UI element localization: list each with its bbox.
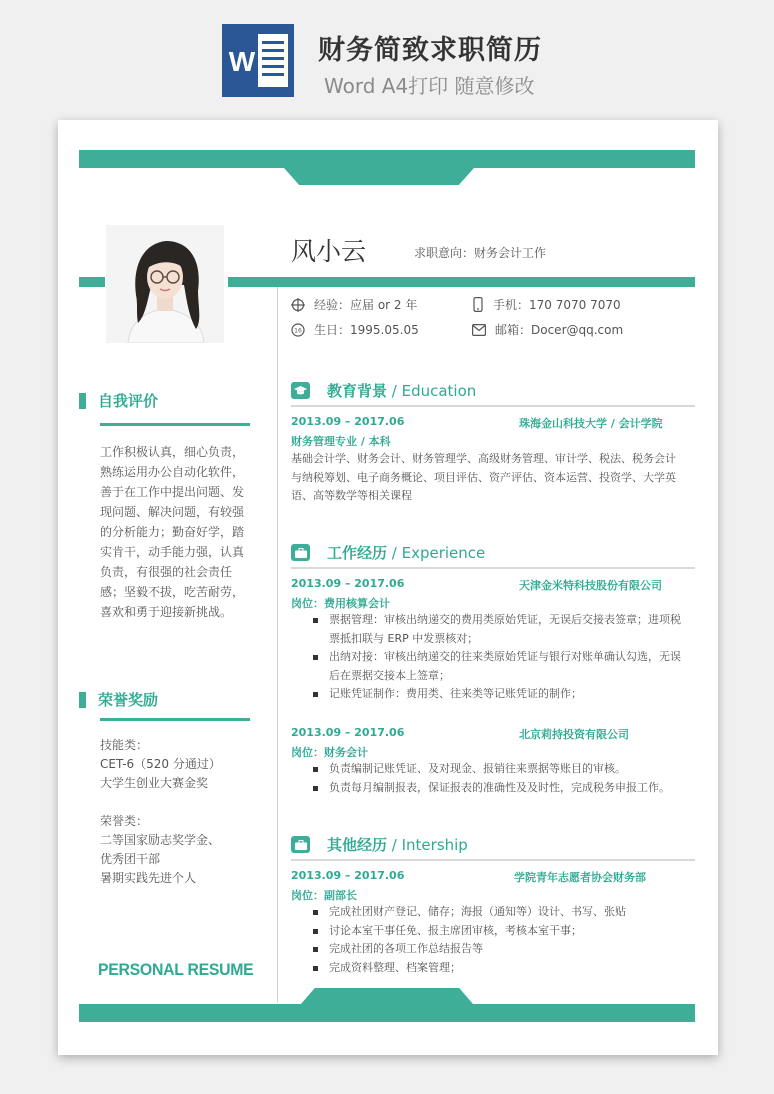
self-eval-line: 感；坚毅不拔，吃苦耐劳， (100, 585, 245, 599)
skills-label: 技能类： (100, 738, 149, 752)
graduation-cap-icon (291, 382, 310, 399)
job-date: 2013.09 – 2017.06 (291, 577, 405, 590)
honors-title: 荣誉奖励 (98, 691, 159, 709)
duty-item: 负责编制记账凭证、及对现金、报销往来票据等账目的审核。 (313, 760, 683, 779)
banner-title: 财务简致求职简历 (318, 35, 542, 66)
course-line: 与纳税筹划、电子商务概论、项目评估、资产评估、资本运营、投资学、大学英 (291, 470, 676, 484)
skill-item: 大学生创业大赛金奖 (100, 776, 209, 790)
duty-item: 完成社团财产登记、储存；海报（通知等）设计、书写、张贴 (313, 903, 683, 922)
job-duties (313, 760, 683, 797)
work-title: 工作经历 (327, 544, 388, 562)
self-eval-line: 熟练运用办公自动化软件， (100, 465, 245, 479)
self-eval-line: 工作积极认真，细心负责， (100, 445, 245, 459)
honor-item: 二等国家励志奖学金、 (100, 833, 221, 847)
other-date: 2013.09 – 2017.06 (291, 869, 405, 882)
info-experience (291, 296, 417, 313)
candidate-name: 风小云 (291, 237, 367, 266)
course-line: 语、高等数学等相关课程 (291, 489, 412, 502)
birthday-icon (291, 323, 305, 337)
duty-item: 记账凭证制作：费用类、往来类等记账凭证的制作； (313, 685, 683, 704)
name-bar-left (79, 277, 105, 287)
course-line: 基础会计学、财务会计、财务管理学、高级财务管理、审计学、税法、税务会计 (291, 452, 676, 465)
banner (0, 0, 774, 118)
education-title: 教育背景 (327, 382, 388, 400)
top-band-tab (284, 168, 474, 185)
top-band (79, 150, 695, 168)
other-duties (313, 903, 683, 977)
self-eval-line: 实肯干，动手能力强，认真 (100, 545, 245, 559)
word-logo-letter: W (228, 46, 256, 77)
experience-text: 经验：应届 or 2 年 (314, 298, 418, 312)
self-eval-line: 的分析能力；勤奋好学，踏 (100, 525, 245, 539)
other-position: 岗位：副部长 (291, 889, 357, 902)
self-eval-heading (79, 390, 158, 411)
job-date: 2013.09 – 2017.06 (291, 726, 405, 739)
job-company: 天津金米特科技股份有限公司 (519, 579, 662, 592)
heading-marker (79, 393, 86, 409)
other-rule (291, 859, 695, 861)
other-heading (291, 834, 468, 855)
bottom-band (79, 1004, 695, 1022)
phone-icon (472, 297, 484, 312)
email-text: 邮箱：Docer@qq.com (495, 323, 624, 337)
honors-label: 荣誉类： (100, 814, 149, 828)
other-title: 其他经历 (327, 836, 388, 854)
self-eval-line: 善于在工作中提出问题、发 (100, 485, 245, 499)
education-school: 珠海金山科技大学 / 会计学院 (519, 417, 663, 430)
self-eval-text (100, 442, 260, 622)
education-date: 2013.09 – 2017.06 (291, 415, 405, 428)
mail-icon (472, 324, 486, 336)
svg-text:16: 16 (294, 327, 302, 334)
phone-text: 手机：170 7070 7070 (493, 298, 621, 312)
job-objective: 求职意向：财务会计工作 (414, 246, 547, 260)
briefcase-icon (291, 544, 310, 561)
education-title-en: / Education (387, 382, 477, 400)
portrait-image (106, 225, 224, 343)
resume-page (58, 120, 718, 1055)
briefcase-icon (291, 836, 310, 853)
crosshair-icon (291, 298, 305, 312)
info-birthday (291, 321, 419, 338)
heading-marker (79, 692, 86, 708)
duty-item: 讨论本室干事任免、报主席团审核，考核本室干事； (313, 922, 683, 941)
profile-photo (106, 225, 224, 343)
work-title-en: / Experience (387, 544, 486, 562)
job-position: 岗位：财务会计 (291, 746, 368, 759)
birthday-text: 生日：1995.05.05 (314, 323, 419, 337)
skill-item: CET-6（520 分通过） (100, 757, 221, 771)
column-divider (277, 287, 278, 1002)
duty-item: 完成资料整理、档案管理； (313, 959, 683, 978)
word-logo-icon (222, 24, 294, 97)
job-position: 岗位：费用核算会计 (291, 597, 390, 610)
education-courses (291, 450, 681, 506)
honor-item: 暑期实践先进个人 (100, 871, 197, 885)
banner-subtitle: Word A4打印 随意修改 (324, 74, 535, 98)
self-eval-line: 喜欢和勇于迎接新挑战。 (100, 605, 233, 619)
honors-heading (79, 689, 158, 710)
job-duties (313, 611, 683, 704)
duty-item: 负责每月编制报表，保证报表的准确性及及时性，完成税务申报工作。 (313, 779, 683, 798)
name-bar-right (228, 277, 695, 287)
self-eval-line: 负责，有很强的社会责任 (100, 565, 233, 579)
education-major: 财务管理专业 / 本科 (291, 435, 391, 448)
duty-item: 出纳对接：审核出纳递交的往来类原始凭证与银行对账单确认勾选，无误 后在票据交接本上签章； (313, 648, 683, 685)
work-rule (291, 567, 695, 569)
bottom-band-tab (301, 988, 473, 1004)
education-rule (291, 405, 695, 407)
info-email (472, 321, 623, 338)
honors-rule (100, 718, 250, 721)
self-eval-line: 现问题、解决问题，有较强 (100, 505, 245, 519)
self-eval-title: 自我评价 (98, 392, 159, 410)
personal-resume-label: PERSONAL RESUME (98, 960, 254, 979)
duty-item: 票据管理：审核出纳递交的费用类原始凭证，无误后交接表签章；进项税 票抵扣联与 ERP 中发票核对； (313, 611, 683, 648)
honors-text (100, 736, 260, 888)
education-heading (291, 380, 476, 401)
work-heading (291, 542, 485, 563)
job-company: 北京莉持投资有限公司 (519, 728, 629, 741)
honor-item: 优秀团干部 (100, 852, 161, 866)
other-org: 学院青年志愿者协会财务部 (514, 871, 646, 884)
self-eval-rule (100, 423, 250, 426)
other-title-en: / Intership (387, 836, 468, 854)
duty-item: 完成社团的各项工作总结报告等 (313, 940, 683, 959)
info-phone (472, 296, 621, 313)
